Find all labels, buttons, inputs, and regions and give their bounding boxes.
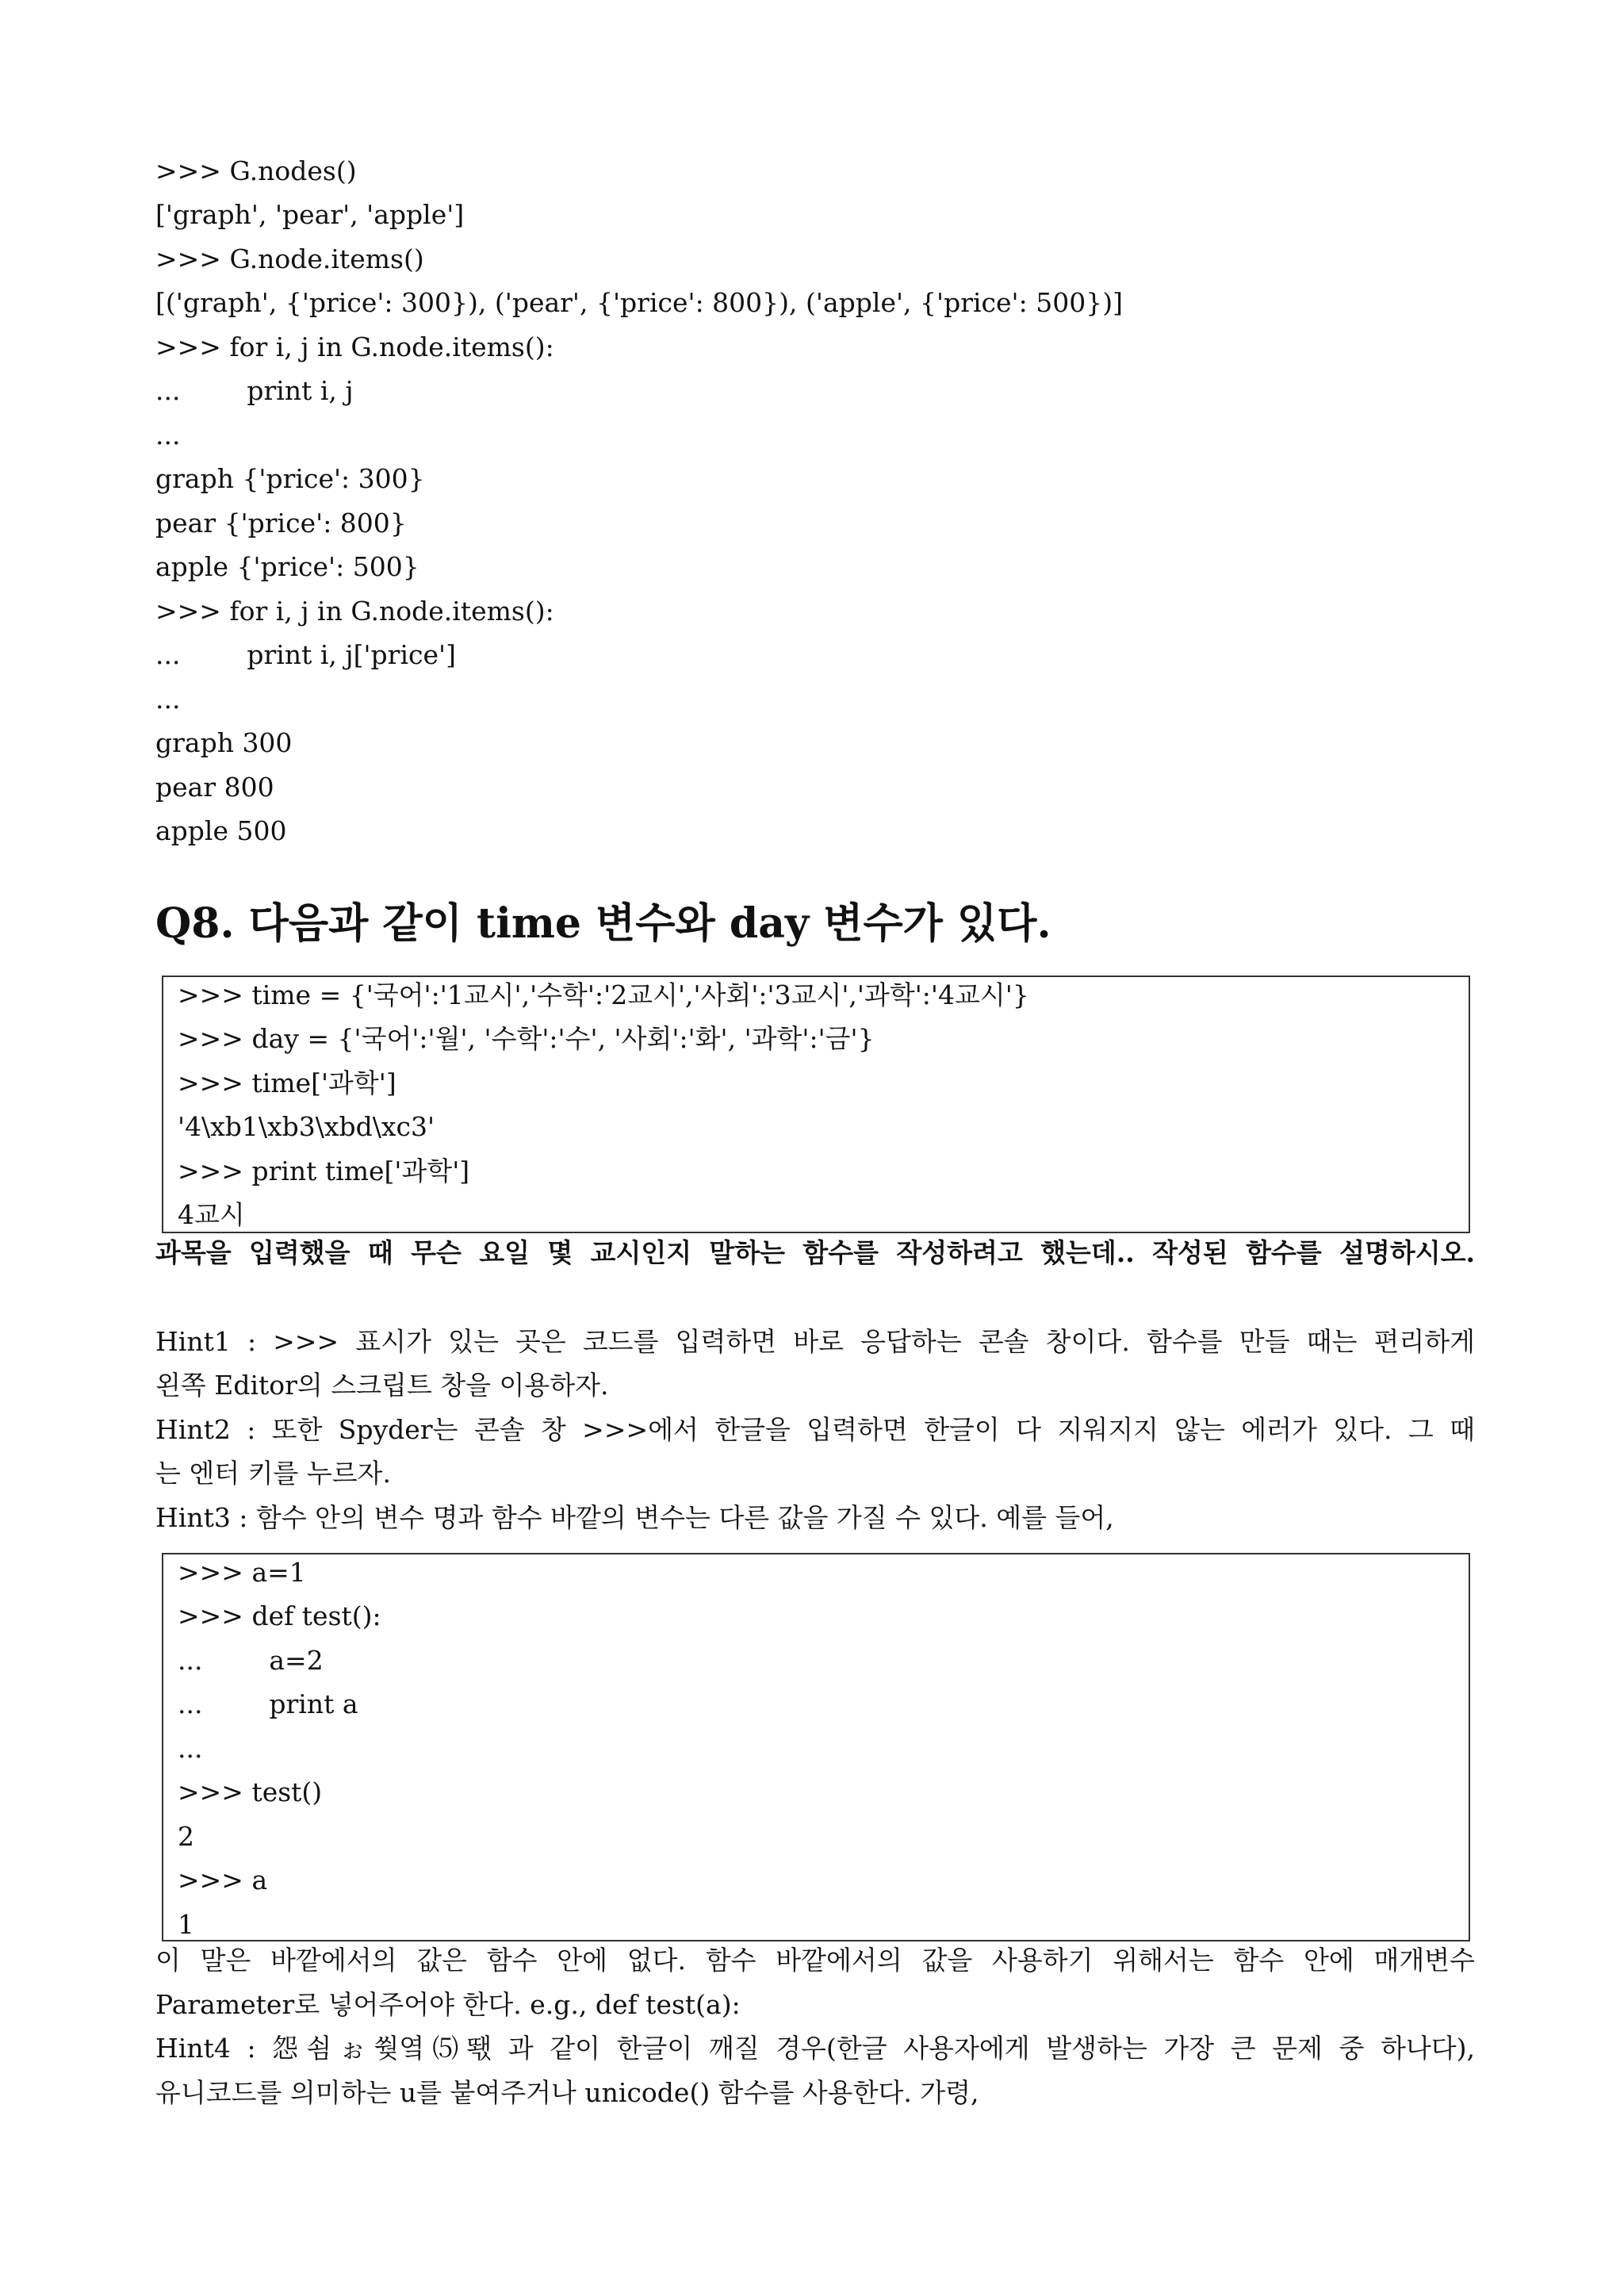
code-line: pear {'price': 800}: [155, 508, 407, 539]
code-line: apple {'price': 500}: [155, 551, 419, 582]
code-line: graph 300: [155, 727, 293, 758]
code-line: ... a=2: [178, 1645, 324, 1676]
code-line: '4\xb1\xb3\xbd\xc3': [178, 1111, 435, 1142]
code-line: ... print a: [178, 1688, 358, 1719]
code-line: >>> day = {'국어':'월', '수학':'수', '사회':'화', '과학':'금'}: [178, 1023, 875, 1054]
explanation-line1: 이 말은 바깥에서의 값은 함수 안에 없다. 함수 바깥에서의 값을 사용하기 위해서는 함수 안에 매개변수: [155, 1945, 1475, 1976]
code-line: >>> for i, j in G.node.items():: [155, 332, 554, 362]
hint3-line1: Hint3 : 함수 안의 변수 명과 함수 바깥의 변수는 다른 값을 가질 수 있다. 예를 들어,: [155, 1502, 1114, 1533]
hint2-line2: 는 엔터 키를 누르자.: [155, 1458, 391, 1489]
question-heading: Q8. 다음과 같이 time 변수와 day 변수가 있다.: [155, 899, 1051, 948]
code-line: >>> G.nodes(): [155, 155, 357, 186]
code-line: ... print i, j['price']: [155, 639, 456, 670]
hint4-line1: Hint4 : 怨쇰ぉ쒖옄⑸뙋 과 같이 한글이 깨질 경우(한글 사용자에게 발생하는 가장 큰 문제 중 하나다),: [155, 2033, 1475, 2064]
code-line: 2: [178, 1821, 194, 1852]
code-line: ['graph', 'pear', 'apple']: [155, 199, 465, 230]
code-line: 1: [178, 1909, 194, 1940]
explanation-line2: Parameter로 넣어주어야 한다. e.g., def test(a):: [155, 1989, 741, 2020]
code-box-scope-example: [162, 1553, 1470, 1941]
question-text: 과목을 입력했을 때 무슨 요일 몇 교시인지 말하는 함수를 작성하려고 했는데.. 작성된 함수를 설명하시오.: [155, 1237, 1475, 1268]
code-line: ...: [155, 684, 181, 715]
code-line: >>> print time['과학']: [178, 1156, 470, 1186]
code-line: pear 800: [155, 772, 274, 803]
code-line: ...: [178, 1733, 203, 1764]
code-line: >>> time = {'국어':'1교시','수학':'2교시','사회':'3교시','과학':'4교시'}: [178, 979, 1029, 1010]
hint2-line1: Hint2 : 또한 Spyder는 콘솔 창 >>>에서 한글을 입력하면 한글이 다 지워지지 않는 에러가 있다. 그 때: [155, 1414, 1475, 1445]
code-box-time-day: [162, 976, 1470, 1233]
code-line: >>> for i, j in G.node.items():: [155, 596, 554, 627]
code-line: [('graph', {'price': 300}), ('pear', {'price': 800}), ('apple', {'price': 500})]: [155, 287, 1123, 318]
code-line: apple 500: [155, 815, 287, 846]
hint1-line1: Hint1 : >>> 표시가 있는 곳은 코드를 입력하면 바로 응답하는 콘솔 창이다. 함수를 만들 때는 편리하게: [155, 1326, 1475, 1357]
code-line: >>> a=1: [178, 1557, 306, 1588]
hint1-line2: 왼쪽 Editor의 스크립트 창을 이용하자.: [155, 1370, 609, 1401]
code-line: >>> time['과학']: [178, 1068, 396, 1098]
hint4-line2: 유니코드를 의미하는 u를 붙여주거나 unicode() 함수를 사용한다. 가령,: [155, 2077, 979, 2108]
code-line: 4교시: [178, 1199, 245, 1230]
code-line: >>> test(): [178, 1777, 323, 1807]
code-line: >>> def test():: [178, 1600, 381, 1631]
code-line: graph {'price': 300}: [155, 463, 425, 494]
code-line: >>> G.node.items(): [155, 243, 424, 274]
code-line: >>> a: [178, 1865, 268, 1895]
code-line: ...: [155, 420, 181, 450]
code-line: ... print i, j: [155, 375, 354, 406]
